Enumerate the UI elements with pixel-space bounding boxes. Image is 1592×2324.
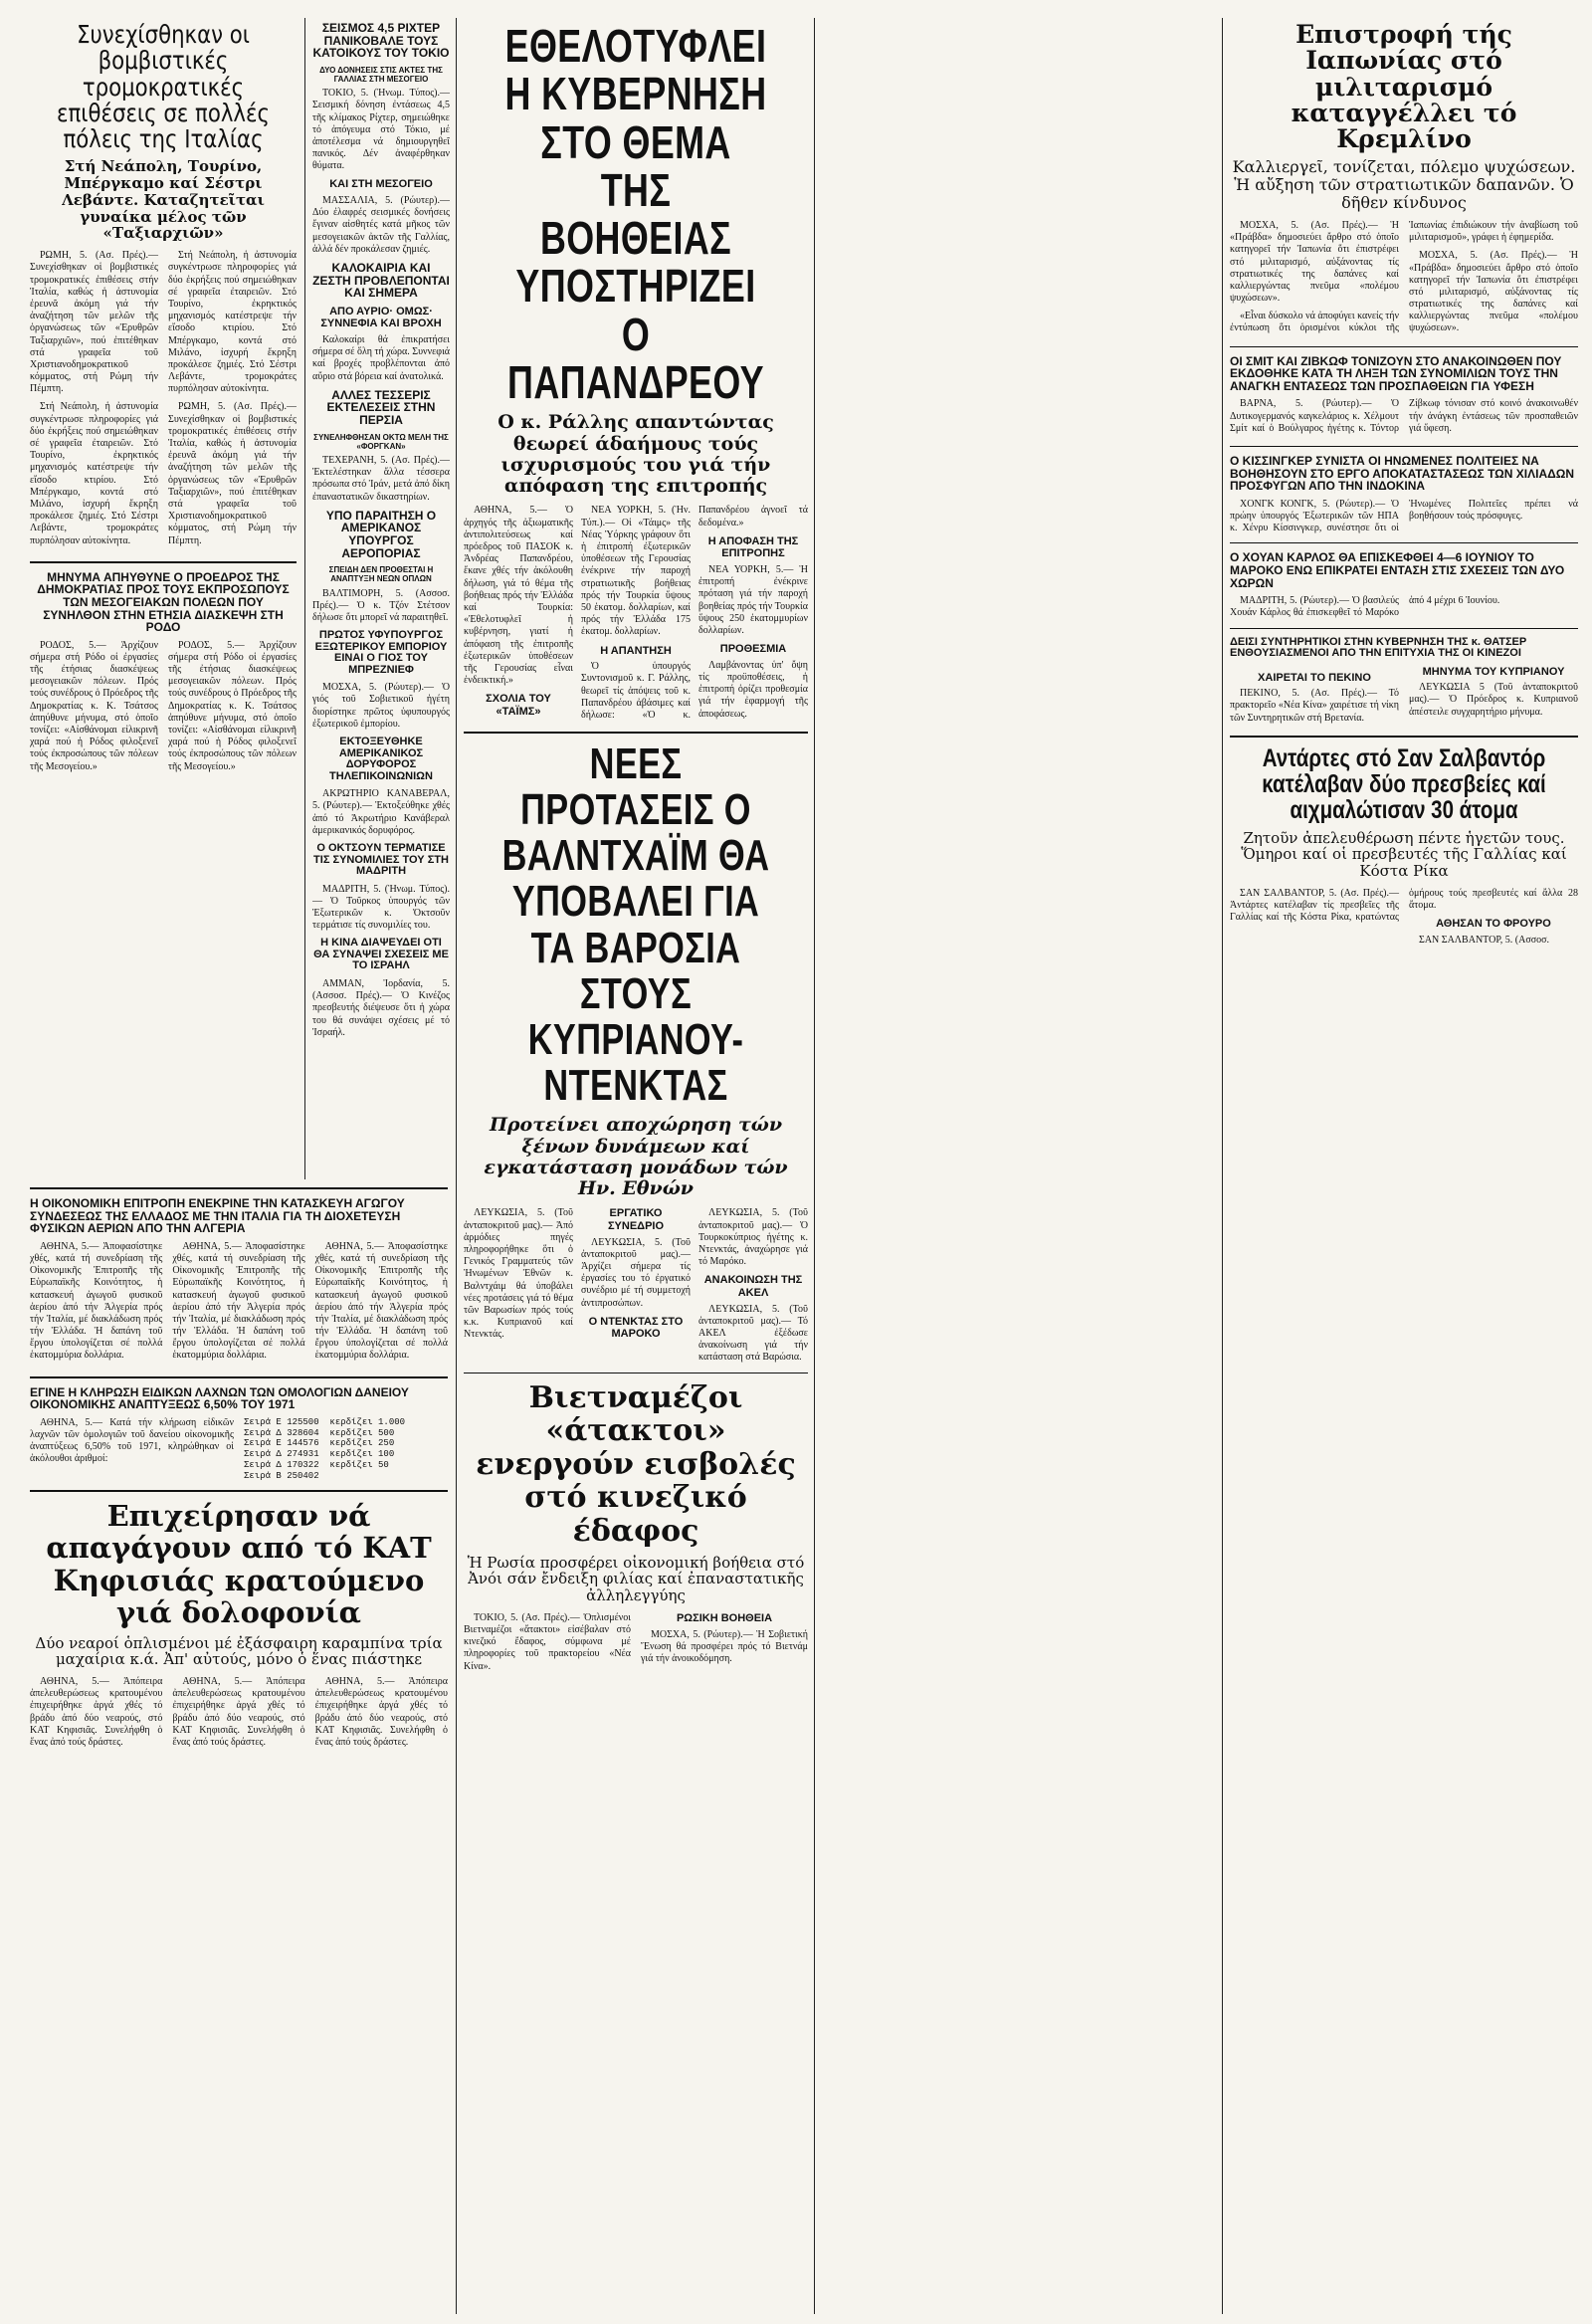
- column-rule: [814, 18, 815, 2314]
- subhead-labour-congress: ΕΡΓΑΤΙΚΟ ΣΥΝΕΔΡΙΟ: [607, 1207, 665, 1233]
- article-body: ΣΑΝ ΣΑΛΒΑΝΤΟΡ, 5. (Ασ. Πρές).— Ἀντάρτες κατέλαβαν τίς πρεσβεῖες τῆς Γαλλίας καί τῆς Κόστα Ρίκα, κρατώντας ὁμήρους τούς πρεσβευτές καί ἄλλα 28 ἄτομα.: [1230, 887, 1578, 924]
- headline-bond-lottery: ΕΓΙΝΕ Η ΚΛΗΡΩΣΗ ΕΙΔΙΚΩΝ ΛΑΧΝΩΝ ΤΩΝ ΟΜΟΛΟΓΙΩΝ ΔΑΝΕΙΟΥ ΟΙΚΟΝΟΜΙΚΗΣ ΑΝΑΠΤΥΞΕΩΣ 6,50% ΤΟΥ 1971: [30, 1384, 409, 1412]
- subhead-weather: ΑΠΟ ΑΥΡΙΟ· ΟΜΩΣ· ΣΥΝΝΕΦΙΑ ΚΑΙ ΒΡΟΧΗ: [320, 305, 442, 330]
- subhead-times: ΣΧΟΛΙΑ ΤΟΥ «ΤΑΪΜΣ»: [486, 693, 551, 718]
- column-center: [464, 18, 808, 2314]
- article-body: Στή Νεάπολη, ἡ ἀστυνομία συγκέντρωσε πληροφορίες γιά δύο ἐκρήξεις πού σημειώθηκαν σέ γραφεῖα ἐταιρειῶν. Στό Τουρίνο, ἐκρηκτικός μηχανισμός κατέστρεψε τήν εἴσοδο κτιρίου. Στό Μπέργκαμο, κοντά στό Μιλάνο, ἰσχυρή ἔκρηξη προκάλεσε ζημιές. Στό Σέστρι Λεβάντε, τρομοκράτες πυρπόλησαν αὐτοκίνητα.: [168, 250, 297, 395]
- article-body: ΛΕΥΚΩΣΙΑ, 5. (Τοῦ ἀνταποκριτοῦ μας).— Τό ΑΚΕΛ ἐξέδωσε ἀνακοίνωση γιά τήν κατάσταση στά Βαρώσια.: [698, 1303, 808, 1364]
- article-body: ΣΑΝ ΣΑΛΒΑΝΤΟΡ, 5. (Ασσοσ.: [1419, 934, 1550, 946]
- article-body: ΝΕΑ ΥΟΡΚΗ, 5.— Ἡ ἐπιτροπή ἐνέκρινε πρόταση γιά τήν παροχή βοηθείας πρός τήν Τουρκία ὕψους 250 ἑκατομμυρίων δολλαρίων.: [698, 564, 808, 637]
- deck-kat-kifisia: Δύο νεαροί ὁπλισμένοι μέ ἐξάσφαιρη καραμπίνα τρία μαχαίρια κ.ά. Ἀπ' αὐτούς, μόνο ὁ ἕνας πιάστηκε: [35, 1633, 443, 1669]
- article-body: Στή Νεάπολη, ἡ ἀστυνομία συγκέντρωσε πληροφορίες γιά δύο ἐκρήξεις πού σημειώθηκαν σέ γραφεῖα ἐταιρειῶν. Στό Τουρίνο, ἐκρηκτικός μηχανισμός κατέστρεψε τήν εἴσοδο κτιρίου. Στό Μπέργκαμο, κοντά στό Μιλάνο, ἰσχυρή ἔκρηξη προκάλεσε ζημιές. Στό Σέστρι Λεβάντε, τρομοκράτες πυρπόλησαν αὐτοκίνητα.: [30, 401, 158, 546]
- deck-italy-bombings: Στή Νεάπολη, Τουρίνο, Μπέργκαμο καί Σέστρι Λεβάντε. Καταζητεῖται γυναίκα μέλος τῶν «Ταξιαρχιῶν»: [62, 157, 265, 243]
- section-divider: [1230, 446, 1578, 447]
- headline-satellite: ΕΚΤΟΞΕΥΘΗΚΕ ΑΜΕΡΙΚΑΝΙΚΟΣ ΔΟΡΥΦΟΡΟΣ ΤΗΛΕΠΙΚΟΙΝΩΝΙΩΝ: [329, 736, 433, 782]
- article-body: ΛΕΥΚΩΣΙΑ 5 (Τοῦ ἀνταποκριτοῦ μας).— Ὁ Πρόεδρος κ. Κυπριανοῦ ἀπέστειλε συγχαρητήριο μήνυμα.: [1409, 682, 1578, 718]
- subhead-forghan: ΣΥΝΕΛΗΦΘΗΣΑΝ ΟΚΤΩ ΜΕΛΗ ΤΗΣ «ΦΟΡΓΚΑΝ»: [313, 432, 449, 451]
- article-body: ΡΩΜΗ, 5. (Ασ. Πρές).— Συνεχίσθηκαν οἱ βομβιστικές τρομοκρατικές ἐπιθέσεις στήν Ἰταλία, καθώς ἡ ἀστυνομία ἐρευνᾶ ἀκόμη γιά τήν ἀναζήτηση τῶν μελῶν τῆς ὀργανώσεως τῶν «Ἐρυθρῶν Ταξιαρχιῶν», πού ἐπιτέθηκαν στά γραφεῖα τοῦ Χριστιανοδημοκρατικοῦ κόμματος, στή Ρώμη τήν Πέμπτη.: [168, 401, 297, 546]
- section-divider: [1230, 628, 1578, 629]
- section-divider: [464, 732, 808, 734]
- subhead-deadline: ΠΡΟΘΕΣΜΙΑ: [719, 643, 787, 656]
- article-body: ΤΕΧΕΡΑΝΗ, 5. (Ασ. Πρές).— Ἐκτελέστηκαν ἄλλα τέσσερα πρόσωπα στό Ἰράν, μετά ἀπό δίκη ἐπαναστατικῶν δικαστηρίων.: [312, 455, 450, 503]
- deck-japan: Καλλιεργεῖ, τονίζεται, πόλεμο ψυχώσεων. Ἡ αὔξηση τῶν στρατιωτικῶν δαπανῶν. Ὁ δῆθεν κίνδυνος: [1232, 157, 1576, 213]
- lower-left-block: [30, 1179, 448, 2314]
- section-divider: [1230, 346, 1578, 347]
- headline-persia-executions: ΑΛΛΕΣ ΤΕΣΣΕΡΙΣ ΕΚΤΕΛΕΣΕΙΣ ΣΤΗΝ ΠΕΡΣΙΑ: [326, 387, 436, 428]
- article-body: Ὁ ὑπουργός Συντονισμοῦ κ. Γ. Ράλλης, θεωρεῖ τίς ἀπόψεις τοῦ κ. Παπανδρέου ἀβάσιμες καί δήλωσε: «Ὁ κ. Παπανδρέου ἀγνοεῖ τά δεδομένα.»: [581, 505, 808, 721]
- headline-oktsoun-madrid: Ο ΟΚΤΣΟΥΝ ΤΕΡΜΑΤΙΣΕ ΤΙΣ ΣΥΝΟΜΙΛΙΕΣ ΤΟΥ ΣΤΗ ΜΑΔΡΙΤΗ: [313, 841, 449, 878]
- article-body: ΜΑΔΡΙΤΗ, 5. (Ἡνωμ. Τύπος).— Ὁ Τοῦρκος ὑπουργός τῶν Ἐξωτερικῶν κ. Ὀκτσοῦν τερμάτισε τίς συνομιλίες του.: [312, 883, 450, 932]
- article-body: ΠΕΚΙΝΟ, 5. (Ασ. Πρές).— Τό πρακτορεῖο «Νέα Κίνα» χαιρέτισε τή νίκη τῶν Συντηρητικῶν στή Βρετανία.: [1230, 688, 1399, 724]
- article-body: «Εἶναι δύσκολο νά ἀποφύγει κανείς τήν ἐντύπωση ὅτι ὁρισμένοι κύκλοι τῆς Ἰαπωνίας ἐπιδιώκουν τήν ἀναβίωση τοῦ μιλιταρισμοῦ», γράφει ἡ ἐφημερίδα.: [1230, 219, 1578, 334]
- column-right: [1230, 18, 1578, 2314]
- bond-results: Σειρά Ε 125500 κερδίζει 1.000 Σειρά Δ 328604 κερδίζει 500 Σειρά Ε 144576 κερδίζει 250 Σειρά Δ 274931 κερδίζει 100 Σειρά Δ 170322 κερδίζει 50 Σειρά Β 250402: [244, 1416, 406, 1481]
- deck-san-salvador: Ζητοῦν ἀπελευθέρωση πέντε ἡγετῶν τους. Ὅμηροι καί οἱ πρεσβευτές τῆς Γαλλίας καί Κόστα Ρίκα: [1241, 828, 1567, 881]
- article-body: ΑΚΡΩΤΗΡΙΟ ΚΑΝΑΒΕΡΑΛ, 5. (Ρώυτερ).— Ἐκτοξεύθηκε χθές ἀπό τό Ἀκρωτήριο Κανάβεραλ ἀμερικανικός δορυφόρος.: [312, 788, 450, 836]
- headline-juan-carlos-morocco: Ο ΧΟΥΑΝ ΚΑΡΛΟΣ ΘΑ ΕΠΙΣΚΕΦΘΕΙ 4—6 ΙΟΥΝΙΟΥ ΤΟ ΜΑΡΟΚΟ ΕΝΩ ΕΠΙΚΡΑΤΕΙ ΕΝΤΑΣΗ ΣΤΙΣ ΣΧΕΣΕΙΣ ΤΩΝ ΔΥΟ ΧΩΡΩΝ: [1230, 550, 1565, 590]
- headline-tokyo-earthquake: ΣΕΙΣΜΟΣ 4,5 ΡΙΧΤΕΡ ΠΑΝΙΚΟΒΑΛΕ ΤΟΥΣ ΚΑΤΟΙΚΟΥΣ ΤΟΥ ΤΟΚΙΟ: [312, 21, 450, 61]
- headline-brezhnev-son: ΠΡΩΤΟΣ ΥΦΥΠΟΥΡΓΟΣ ΕΞΩΤΕΡΙΚΟΥ ΕΜΠΟΡΙΟΥ ΕΙΝΑΙ Ο ΓΙΟΣ ΤΟΥ ΜΠΡΕΖΝΙΕΦ: [314, 629, 448, 676]
- headline-president-message: ΜΗΝΥΜΑ ΑΠΗΥΘΥΝΕ Ο ΠΡΟΕΔΡΟΣ ΤΗΣ ΔΗΜΟΚΡΑΤΙΑΣ ΠΡΟΣ ΤΟΥΣ ΕΚΠΡΟΣΩΠΟΥΣ ΤΩΝ ΜΕΣΟΓΕΙΑΚΩΝ ΠΟΛΕΩΝ ΠΟΥ ΣΥΝΗΛΘΟΝ ΣΤΗΝ ΕΤΗΣΙΑ ΔΙΑΣΚΕΨΗ ΣΤΗ ΡΟΔΟ: [37, 569, 290, 635]
- headline-gas-pipeline: Η ΟΙΚΟΝΟΜΙΚΗ ΕΠΙΤΡΟΠΗ ΕΝΕΚΡΙΝΕ ΤΗΝ ΚΑΤΑΣΚΕΥΗ ΑΓΩΓΟΥ ΣΥΝΔΕΣΕΩΣ ΤΗΣ ΕΛΛΑΔΟΣ ΜΕ ΤΗΝ ΙΤΑΛΙΑ ΓΙΑ ΤΗ ΔΙΟΧΕΤΕΥΣΗ ΦΥΣΙΚΩΝ ΑΕΡΙΩΝ ΑΠΟ ΤΗΝ ΑΛΓΕΡΙΑ: [30, 1196, 405, 1236]
- headline-schmidt-zhivkov: ΟΙ ΣΜΙΤ ΚΑΙ ΖΙΒΚΩΦ ΤΟΝΙΖΟΥΝ ΣΤΟ ΑΝΑΚΟΙΝΩΘΕΝ ΠΟΥ ΕΚΔΟΘΗΚΕ ΚΑΤΑ ΤΗ ΛΗΞΗ ΤΩΝ ΣΥΝΟΜΙΛΙΩΝ ΤΟΥΣ ΤΗΝ ΑΝΑΓΚΗ ΕΝΤΑΣΕΩΣ ΤΩΝ ΠΡΟΣΠΑΘΕΙΩΝ ΓΙΑ ΥΦΕΣΗ: [1230, 353, 1562, 393]
- article-body: ΜΟΣΧΑ, 5. (Ρώυτερ).— Ἡ Σοβιετική Ἕνωση θά προσφέρει πρός τό Βιετνάμ γιά τήν ἀνοικοδόμηση.: [641, 1628, 808, 1664]
- subhead-committee-decision: Η ΑΠΟΦΑΣΗ ΤΗΣ ΕΠΙΤΡΟΠΗΣ: [707, 534, 799, 560]
- headline-kat-kifisia: Επιχείρησαν νά απαγάγουν από τό ΚΑΤ Κηφισιάς κρατούμενο γιά δολοφονία: [46, 1498, 432, 1630]
- headline-papandreou: ΕΘΕΛΟΤΥΦΛΕΙ Η ΚΥΒΕΡΝΗΣΗ ΣΤΟ ΘΕΜΑ ΤΗΣ ΒΟΗΘΕΙΑΣ ΥΠΟΣΤΗΡΙΖΕΙ Ο ΠΑΠΑΝΔΡΕΟΥ: [504, 20, 767, 409]
- article-body: ΤΟΚΙΟ, 5. (Ασ. Πρές).— Ὁπλισμένοι Βιετναμέζοι «ἄτακτοι» εἰσέβαλαν στό κινεζικό ἔδαφος, σύμφωνα μέ πληροφορίες τοῦ πρακτορείου «Νέα Κίνα».: [464, 1611, 631, 1672]
- headline-weather: ΚΑΛΟΚΑΙΡΙΑ ΚΑΙ ΖΕΣΤΗ ΠΡΟΒΛΕΠΟΝΤΑΙ ΚΑΙ ΣΗΜΕΡΑ: [312, 261, 450, 301]
- subhead: ΚΑΙ ΣΤΗ ΜΕΣΟΓΕΙΟ: [329, 178, 433, 191]
- deck-russia-aid: Ἡ Ρωσία προσφέρει οἰκονομική βοήθεια στό Ἀνόι σάν ἔνδειξη φιλίας καί ἐπαναστατικῆς ἀλληλεγγύης: [467, 1553, 805, 1605]
- headline-waldheim-varosia: ΝΕΕΣ ΠΡΟΤΑΣΕΙΣ Ο ΒΑΛΝΤΧΑΪΜ ΘΑ ΥΠΟΒΑΛΕΙ ΓΙΑ ΤΑ ΒΑΡΟΣΙΑ ΣΤΟΥΣ ΚΥΠΡΙΑΝΟΥ-ΝΤΕΝΚΤΑΣ: [501, 739, 770, 1111]
- article-body: ΒΑΛΤΙΜΟΡΗ, 5. (Ασσοσ. Πρές).— Ὁ κ. Τζόν Στέτσον δήλωσε ὅτι μπορεῖ νά παραιτηθεῖ.: [312, 587, 450, 623]
- article-body: ΑΘΗΝΑ, 5.— Ἀπόπειρα ἀπελευθερώσεως κρατουμένου ἐπιχειρήθηκε ἀργά χθές τό βράδυ ἀπό δύο νεαρούς, στό ΚΑΤ Κηφισιᾶς. Συνελήφθη ὁ ἕνας ἀπό τούς δράστες.: [30, 1676, 163, 1749]
- article-body: ΝΕΑ ΥΟΡΚΗ, 5. (Ἡν. Τύπ.).— Οἱ «Τάιμς» τῆς Νέας Ὑόρκης γράφουν ὅτι ἡ ἐπιτροπή ἐξωτερικῶν ὑποθέσεων τῆς Γερουσίας ἐνέκρινε τήν παροχή στρατιωτικῆς βοήθειας πρός τήν Τουρκία ὕψους 50 ἑκατομ. δολλαρίων, καί πρός τήν Ἑλλάδα 175 ἑκατομ. δολλαρίων.: [581, 505, 691, 638]
- article-body: ΜΑΔΡΙΤΗ, 5. (Ρώυτερ).— Ὁ βασιλεύς Χουάν Κάρλος θά ἐπισκεφθεῖ τό Μαρόκο ἀπό 4 μέχρι 6 Ἰουνίου.: [1230, 595, 1500, 619]
- headline-thatcher-chinese: ΔΕΙΣΙ ΣΥΝΤΗΡΗΤΙΚΟΙ ΣΤΗΝ ΚΥΒΕΡΝΗΣΗ ΤΗΣ κ. ΘΑΤΣΕΡ ΕΝΘΟΥΣΙΑΣΜΕΝΟΙ ΑΠΟ ΤΗΝ ΕΠΙΤΥΧΙΑ ΤΗΣ ΟΙ ΚΙΝΕΖΟΙ: [1230, 635, 1527, 660]
- column-rule: [456, 18, 457, 2314]
- article-body: ΡΩΜΗ, 5. (Ασ. Πρές).— Συνεχίσθηκαν οἱ βομβιστικές τρομοκρατικές ἐπιθέσεις στήν Ἰταλία, καθώς ἡ ἀστυνομία ἐρευνᾶ ἀκόμη γιά τήν ἀναζήτηση τῶν μελῶν τῆς ὀργανώσεως τῶν «Ἐρυθρῶν Ταξιαρχιῶν», πού ἐπιτέθηκαν στά γραφεῖα τοῦ Χριστιανοδημοκρατικοῦ κόμματος, στή Ρώμη τήν Πέμπτη.: [30, 250, 158, 395]
- article-body: Καλοκαίρι θά ἐπικρατήσει σήμερα σέ ὅλη τή χώρα. Συννεφιά καί βροχές προβλέπονται ἀπό αὔριο στά βόρεια καί ἀνατολικά.: [312, 334, 450, 382]
- article-body: ΛΕΥΚΩΣΙΑ, 5. (Τοῦ ἀνταποκριτοῦ μας).— Ἀρχίζει σήμερα τίς ἐργασίες του τό ἐργατικό συνέδριο μέ τή συμμετοχή ἀντιπροσώπων.: [581, 1236, 691, 1309]
- section-divider: [30, 1490, 448, 1492]
- subhead-new-weapons: ΣΠΕΙΔΗ ΔΕΝ ΠΡΟΘΕΣΤΑΙ Η ΑΝΑΠΤΥΞΗ ΝΕΩΝ ΟΠΛΩΝ: [328, 565, 434, 584]
- article-body: ΜΟΣΧΑ, 5. (Ρώυτερ).— Ὁ γιός τοῦ Σοβιετικοῦ ἡγέτη διορίστηκε πρῶτος ὑφυπουργός ἐξωτερικοῦ ἐμπορίου.: [312, 682, 450, 730]
- article-body: ΡΟΔΟΣ, 5.— Ἀρχίζουν σήμερα στή Ρόδο οἱ ἐργασίες τῆς ἐτήσιας διασκέψεως μεσογειακῶν πόλεων. Πρός τούς συνέδρους ὁ Πρόεδρος τῆς Δημοκρατίας κ. Κ. Τσάτσος ἀπηύθυνε μήνυμα, στό ὁποῖο τονίζει: «Αἰσθάνομαι εἰλικρινῆ χαρά πού ἡ Ρόδος φιλοξενεῖ τούς ἐκπροσώπους τῶν πόλεων τῆς Μεσογείου.»: [30, 639, 158, 772]
- article-body: ΑΘΗΝΑ, 5.— Ἀπόπειρα ἀπελευθερώσεως κρατουμένου ἐπιχειρήθηκε ἀργά χθές τό βράδυ ἀπό δύο νεαρούς, στό ΚΑΤ Κηφισιᾶς. Συνελήφθη ὁ ἕνας ἀπό τούς δράστες.: [314, 1676, 448, 1749]
- article-body: ΑΘΗΝΑ, 5.— Ὁ ἀρχηγός τῆς ἀξιωματικῆς ἀντιπολιτεύσεως καί πρόεδρος τοῦ ΠΑΣΟΚ κ. Ἀνδρέας Παπανδρέου, ἔκανε χθές τήν ἀκόλουθη δήλωση, γιά τό θέμα τῆς βοήθειας πρός τήν Ἑλλάδα καί Τουρκία: «Ἐθελοτυφλεῖ ἡ κυβέρνηση, γιατί ἡ ἀπόφαση τῆς ἐπιτροπῆς ἐξωτερικῶν ὑποθέσεων τῆς Γερουσίας εἶναι ἐνδεικτική.»: [464, 505, 573, 687]
- subhead-kyprianou-message: ΜΗΝΥΜΑ ΤΟΥ ΚΥΠΡΙΑΝΟΥ: [1422, 665, 1565, 678]
- article-body: ΑΘΗΝΑ, 5.— Ἀπόπειρα ἀπελευθερώσεως κρατουμένου ἐπιχειρήθηκε ἀργά χθές τό βράδυ ἀπό δύο νεαρούς, στό ΚΑΤ Κηφισιᾶς. Συνελήφθη ὁ ἕνας ἀπό τούς δράστες.: [172, 1676, 305, 1749]
- headline-us-air-secretary: ΥΠΟ ΠΑΡΑΙΤΗΣΗ Ο ΑΜΕΡΙΚΑΝΟΣ ΥΠΟΥΡΓΟΣ ΑΕΡΟΠΟΡΙΑΣ: [325, 508, 437, 560]
- headline-china-israel: Η ΚΙΝΑ ΔΙΑΨΕΥΔΕΙ ΟΤΙ ΘΑ ΣΥΝΑΨΕΙ ΣΧΕΣΕΙΣ ΜΕ ΤΟ ΙΣΡΑΗΛ: [313, 937, 449, 972]
- subhead-russian-aid: ΡΩΣΙΚΗ ΒΟΗΘΕΙΑ: [676, 1611, 773, 1624]
- subhead-guard: ΑΘΗΣΑΝ ΤΟ ΦΡΟΥΡΟ: [1436, 918, 1551, 931]
- article-body: ΑΜΜΑΝ, Ἰορδανία, 5. (Ασσοσ. Πρές).— Ὁ Κινέζος πρεσβευτής διέψευσε ὅτι ἡ χώρα του θά συνάψει σχέσεις μέ τό Ἰσραήλ.: [312, 977, 450, 1038]
- deck-rallis-reply: Ο κ. Ράλλης απαντώντας θεωρεί άδαήμους τούς ισχυρισμούς του γιά τήν απόφαση της επιτροπής: [498, 411, 774, 498]
- section-divider: [1230, 736, 1578, 738]
- article-body: ΛΕΥΚΩΣΙΑ, 5. (Τοῦ ἀνταποκριτοῦ μας).— Ἀπό ἁρμόδιες πηγές πληροφορήθηκε ὅτι ὁ Γενικός Γραμματεύς τῶν Ἡνωμένων Ἐθνῶν κ. Βαλντχάιμ θά ὑποβάλει νέες προτάσεις γιά τό θέμα τῶν Βαρωσίων πρός τούς κ.κ. Κυπριανοῦ καί Ντενκτάς.: [464, 1207, 573, 1341]
- article-body: ΤΟΚΙΟ, 5. (Ἡνωμ. Τύπος).— Σεισμική δόνηση ἐντάσεως 4,5 τῆς κλίμακος Ρίχτερ, σημειώθηκε τό ἀπόγευμα στό Τόκιο, μέ ἀποτέλεσμα νά δημιουργηθεῖ πανικός. Δέν ἀναφέρθηκαν θύματα.: [312, 88, 450, 172]
- article-body: Λαμβάνοντας ὑπ' ὄψη τίς προϋποθέσεις, ἡ ἐπιτροπή ὁρίζει προθεσμία γιά τήν ἐφαρμογή τῆς ἀποφάσεως.: [698, 659, 808, 720]
- headline-italy-bombings: Συνεχίσθηκαν οι βομβιστικές τρομοκρατικές επιθέσεις σε πολλές πόλεις της Ιταλίας: [57, 20, 270, 153]
- article-body: ΜΑΣΣΑΛΙΑ, 5. (Ρώυτερ).— Δύο ἐλαφρές σεισμικές δονήσεις ἔγιναν αἰσθητές κατά μῆκος τῶν μεσογειακῶν ἀκτῶν τῆς Γαλλίας, ἀλλά δέν προκάλεσαν ζημιές.: [312, 195, 450, 255]
- article-body: ΜΟΣΧΑ, 5. (Ασ. Πρές).— Ἡ «Πράβδα» δημοσιεύει ἄρθρο στό ὁποῖο κατηγορεῖ τήν Ἰαπωνία ὅτι ἐπιστρέφει στό μιλιταρισμό, αὐξάνοντας τίς στρατιωτικές της δαπάνες καί καλλιεργώντας πνεῦμα «πολέμου ψυχώσεων».: [1409, 250, 1578, 334]
- article-body: ΜΟΣΧΑ, 5. (Ασ. Πρές).— Ἡ «Πράβδα» δημοσιεύει ἄρθρο στό ὁποῖο κατηγορεῖ τήν Ἰαπωνία ὅτι ἐπιστρέφει στό μιλιταρισμό, αὐξάνοντας τίς στρατιωτικές της δαπάνες καί καλλιεργώντας πνεῦμα «πολέμου ψυχώσεων».: [1230, 219, 1399, 305]
- headline-vietnamese-incursions: Βιετναμέζοι «άτακτοι» ενεργούν εισβολές στό κινεζικό έδαφος: [476, 1379, 796, 1549]
- article-body: ΑΘΗΝΑ, 5.— Ἀποφασίστηκε χθές, κατά τή συνεδρίαση τῆς Οἰκονομικῆς Ἐπιτροπῆς τῆς Εὐρωπαϊκῆς Κοινότητος, ἡ κατασκευή ἀγωγοῦ φυσικοῦ ἀερίου ἀπό τήν Ἀλγερία πρός τήν Ἰταλία, μέ διακλάδωση πρός τήν Ἑλλάδα. Ἡ δαπάνη τοῦ ἔργου ὑπολογίζεται σέ πολλά ἑκατομμύρια δολλάρια.: [314, 1240, 448, 1362]
- article-body: ΧΟΝΓΚ ΚΟΝΓΚ, 5. (Ρώυτερ).— Ὁ πρώην ὑπουργός Ἐξωτερικῶν τῶν ΗΠΑ κ. Χένρυ Κίσσινγκερ, συνέστησε ὅτι οἱ Ἡνωμένες Πολιτεῖες πρέπει νά βοηθήσουν τούς πρόσφυγες.: [1230, 498, 1578, 534]
- section-divider: [30, 561, 297, 563]
- article-body: ΑΘΗΝΑ, 5.— Ἀποφασίστηκε χθές, κατά τή συνεδρίαση τῆς Οἰκονομικῆς Ἐπιτροπῆς τῆς Εὐρωπαϊκῆς Κοινότητος, ἡ κατασκευή ἀγωγοῦ φυσικοῦ ἀερίου ἀπό τήν Ἀλγερία πρός τήν Ἰταλία, μέ διακλάδωση πρός τήν Ἑλλάδα. Ἡ δαπάνη τοῦ ἔργου ὑπολογίζεται σέ πολλά ἑκατομμύρια δολλάρια.: [172, 1240, 305, 1362]
- article-body: ΒΑΡΝΑ, 5. (Ρώυτερ).— Ὁ Δυτικογερμανός καγκελάριος κ. Χέλμουτ Σμίτ καί ὁ Βούλγαρος ἡγέτης κ. Τόντορ Ζίβκωφ τόνισαν στό κοινό ἀνακοινωθέν τήν ἀνάγκη ἐντάσεως τῶν προσπαθειῶν γιά ὕφεση.: [1230, 398, 1578, 434]
- article-body: ΑΘΗΝΑ, 5.— Ἀποφασίστηκε χθές, κατά τή συνεδρίαση τῆς Οἰκονομικῆς Ἐπιτροπῆς τῆς Εὐρωπαϊκῆς Κοινότητος, ἡ κατασκευή ἀγωγοῦ φυσικοῦ ἀερίου ἀπό τήν Ἀλγερία πρός τήν Ἰταλία, μέ διακλάδωση πρός τήν Ἑλλάδα. Ἡ δαπάνη τοῦ ἔργου ὑπολογίζεται σέ πολλά ἑκατομμύρια δολλάρια.: [30, 1240, 163, 1362]
- subhead-peking: ΧΑΙΡΕΤΑΙ ΤΟ ΠΕΚΙΝΟ: [1258, 671, 1371, 684]
- subhead-denktash-morocco: Ο ΝΤΕΝΚΤΑΣ ΣΤΟ ΜΑΡΟΚΟ: [588, 1315, 684, 1341]
- section-divider: [30, 1187, 448, 1189]
- column-rule: [1222, 18, 1223, 2314]
- subhead-mediterranean-tremors: ΔΥΟ ΔΟΝΗΣΕΙΣ ΣΤΙΣ ΑΚΤΕΣ ΤΗΣ ΓΑΛΛΙΑΣ ΣΤΗ ΜΕΣΟΓΕΙΟ: [319, 65, 443, 84]
- subhead-akel: ΑΝΑΚΟΙΝΩΣΗ ΤΗΣ ΑΚΕΛ: [703, 1274, 803, 1299]
- headline-japan-militarism: Επιστροφή τής Ιαπωνίας στό μιλιταρισμό καταγγέλλει τό Κρεμλίνο: [1291, 20, 1517, 153]
- article-body: ΑΘΗΝΑ, 5.— Κατά τήν κλήρωση εἰδικῶν λαχνῶν τῶν ὁμολογιῶν τοῦ δανείου οἰκονομικῆς ἀναπτύξεως 6,50% τοῦ 1971, κληρώθηκαν οἱ ἀκόλουθοι ἀριθμοί:: [30, 1416, 234, 1465]
- article-body: ΛΕΥΚΩΣΙΑ, 5. (Τοῦ ἀνταποκριτοῦ μας).— Ὁ Τουρκοκύπριος ἡγέτης κ. Ντενκτάς, ἀναχώρησε γιά τό Μαρόκο.: [698, 1207, 808, 1268]
- subhead-reply: Η ΑΠΑΝΤΗΣΗ: [600, 644, 672, 657]
- section-divider: [1230, 542, 1578, 543]
- headline-kissinger-refugees: Ο ΚΙΣΣΙΝΓΚΕΡ ΣΥΝΙΣΤΑ ΟΙ ΗΝΩΜΕΝΕΣ ΠΟΛΙΤΕΙΕΣ ΝΑ ΒΟΗΘΗΣΟΥΝ ΣΤΟ ΕΡΓΟ ΑΠΟΚΑΤΑΣΤΑΣΕΩΣ ΤΩΝ ΧΙΛΙΑΔΩΝ ΠΡΟΣΦΥΓΩΝ ΑΠΟ ΤΗΝ ΙΝΔΟΚΙΝΑ: [1230, 454, 1575, 494]
- headline-san-salvador-embassies: Αντάρτες στό Σαν Σαλβαντόρ κατέλαβαν δύο πρεσβείες καί αιχμαλώτισαν 30 άτομα: [1262, 743, 1546, 825]
- deck-waldheim: Προτείνει αποχώρηση τών ξένων δυνάμεων καί εγκατάσταση μονάδων τών Ην. Εθνών: [484, 1114, 788, 1200]
- section-divider: [30, 1376, 448, 1378]
- article-body: ΡΟΔΟΣ, 5.— Ἀρχίζουν σήμερα στή Ρόδο οἱ ἐργασίες τῆς ἐτήσιας διασκέψεως μεσογειακῶν πόλεων. Πρός τούς συνέδρους ὁ Πρόεδρος τῆς Δημοκρατίας κ. Κ. Τσάτσος ἀπηύθυνε μήνυμα, στό ὁποῖο τονίζει: «Αἰσθάνομαι εἰλικρινῆ χαρά πού ἡ Ρόδος φιλοξενεῖ τούς ἐκπροσώπους τῶν πόλεων τῆς Μεσογείου.»: [168, 639, 297, 772]
